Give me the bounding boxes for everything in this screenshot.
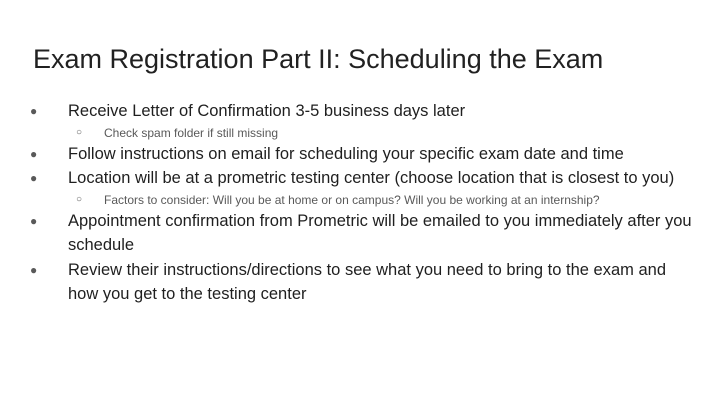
bullet-item [30, 209, 700, 258]
bullet-text: Receive Letter of Confirmation 3-5 business days later [68, 102, 466, 120]
bullet-icon: ● [30, 213, 38, 228]
bullet-item [30, 99, 700, 124]
sub-bullet-item [30, 124, 700, 142]
bullet-list [30, 99, 700, 307]
bullet-icon: ● [30, 262, 38, 277]
bullet-icon: ● [30, 104, 38, 118]
sub-bullet-item [30, 191, 700, 209]
bullet-item [30, 142, 700, 167]
sub-bullet-text: Factors to consider: Will you be at home or on campus? Will you be working at an internship? [104, 192, 600, 207]
sub-bullet-icon: ○ [76, 193, 83, 205]
bullet-icon: ● [30, 171, 38, 185]
bullet-text: Review their instructions/directions to see what you need to bring to the exam and how you get to the testing center [68, 260, 666, 303]
sub-bullet-text: Check spam folder if still missing [104, 125, 279, 140]
bullet-item [30, 258, 700, 307]
bullet-text: Location will be at a prometric testing center (choose location that is closest to you) [68, 169, 675, 187]
bullet-item [30, 166, 700, 191]
bullet-text: Follow instructions on email for scheduling your specific exam date and time [68, 144, 624, 163]
sub-bullet-icon: ○ [76, 126, 83, 138]
bullet-text: Appointment confirmation from Prometric will be emailed to you immediately after you schedule [68, 211, 692, 254]
slide-title: Exam Registration Part II: Scheduling the Exam [33, 44, 604, 74]
bullet-icon: ● [30, 146, 38, 161]
